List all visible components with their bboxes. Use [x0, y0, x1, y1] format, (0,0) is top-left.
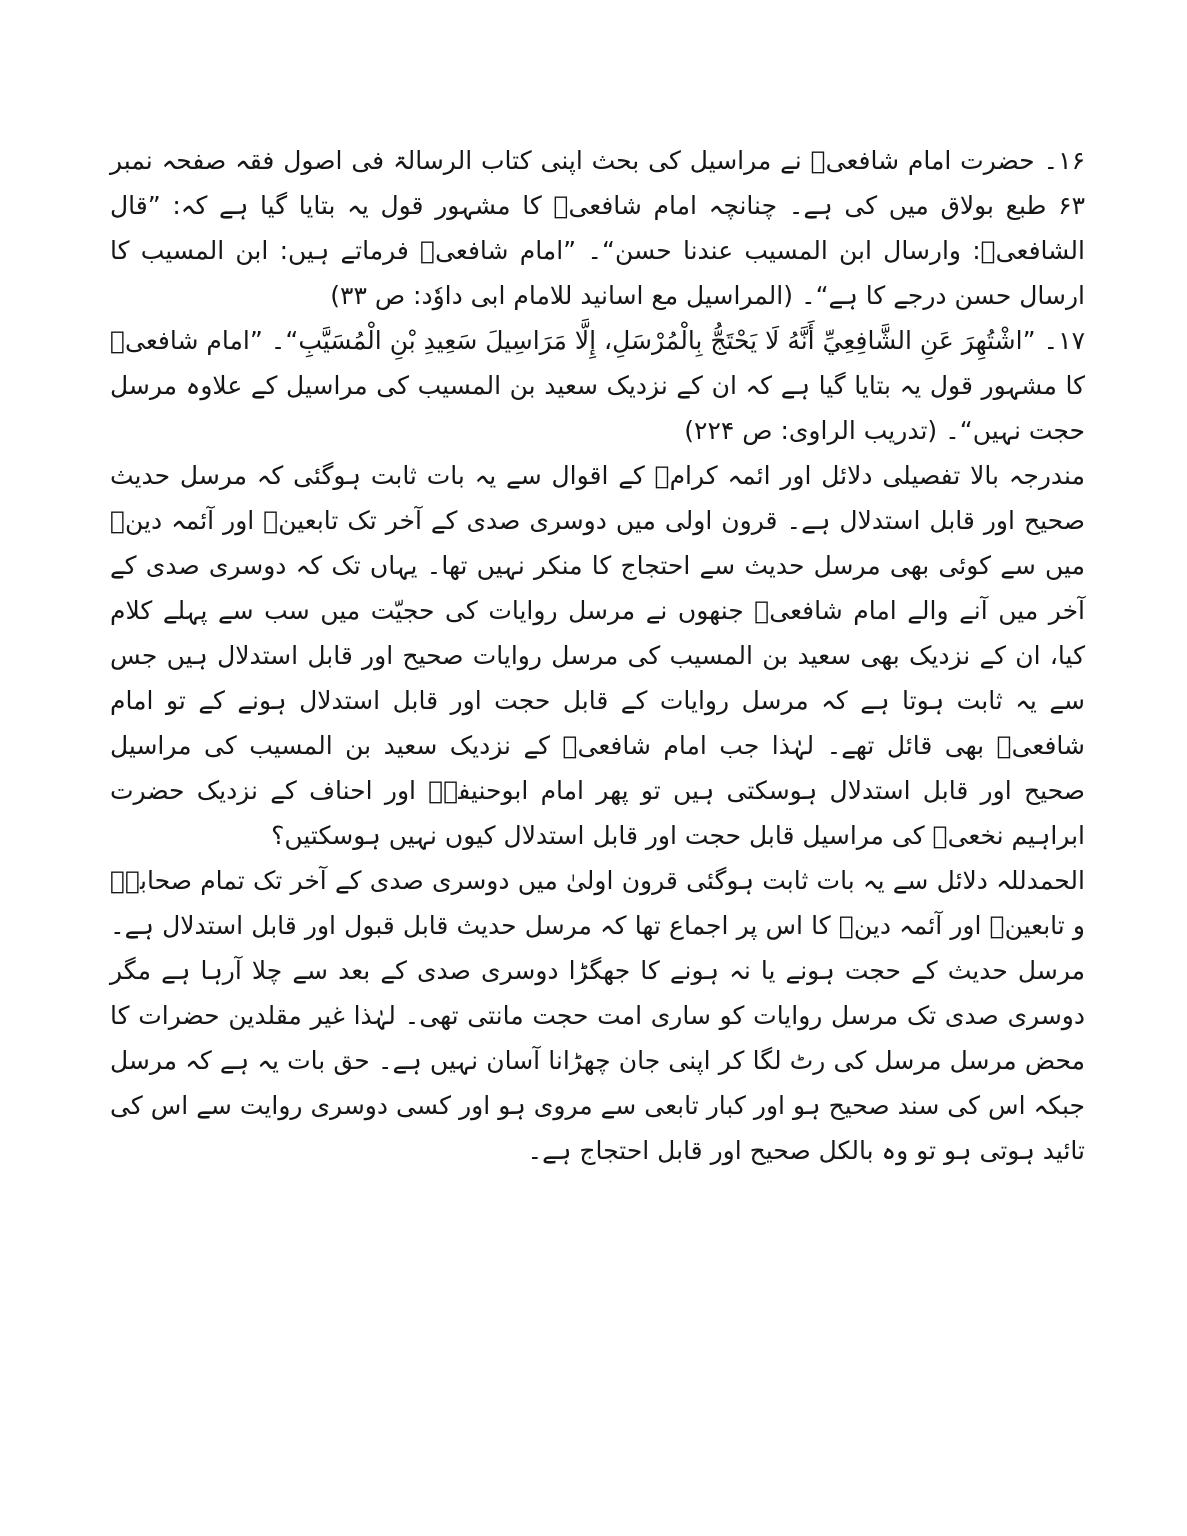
document-body: [110, 138, 1085, 1173]
paragraph-16: ۱۶۔ حضرت امام شافعیؒ نے مراسیل کی بحث اپنی کتاب الرسالۃ فی اصول فقہ صفحہ نمبر ۶۳ طبع بولاق میں کی ہے۔ چنانچہ امام شافعیؒ کا مشہور قول یہ بتایا گیا ہے کہ: ”قال الشافعیؒ: وارسال ابن المسیب عندنا حسن“۔ ”امام شافعیؒ فرماتے ہیں: ابن المسیب کا ارسال حسن درجے کا ہے“۔ (المراسیل مع اسانید للامام ابی داوٗد: ص ۳۳): [110, 146, 1085, 310]
paragraph-17: ۱۷۔ ”اشْتُهِرَ عَنِ الشَّافِعِيِّ أَنَّهُ لَا يَحْتَجُّ بِالْمُرْسَلِ، إِلَّا مَرَاسِيلَ سَعِيدِ بْنِ الْمُسَيَّبِ“۔ ”امام شافعیؒ کا مشہور قول یہ بتایا گیا ہے کہ ان کے نزدیک سعید بن المسیب کی مراسیل کے علاوہ مرسل حجت نہیں“۔ (تدریب الراوی: ص ۲۲۴): [110, 326, 1085, 445]
paragraph-conclusion: مندرجہ بالا تفصیلی دلائل اور ائمہ کرامؒ کے اقوال سے یہ بات ثابت ہوگئی کہ مرسل حدیث صحیح اور قابل استدلال ہے۔ قرون اولی میں دوسری صدی کے آخر تک تابعینؒ اور آئمہ دینؒ میں سے کوئی بھی مرسل حدیث سے احتجاج کا منکر نہیں تھا۔ یہاں تک کہ دوسری صدی کے آخر میں آنے والے امام شافعیؒ جنھوں نے مرسل روایات کی حجیّت میں سب سے پہلے کلام کیا، ان کے نزدیک بھی سعید بن المسیب کی مرسل روایات صحیح اور قابل استدلال ہیں جس سے یہ ثابت ہوتا ہے کہ مرسل روایات کے قابل حجت اور قابل استدلال ہونے کے تو امام شافعیؒ بھی قائل تھے۔ لہٰذا جب امام شافعیؒ کے نزدیک سعید بن المسیب کی مراسیل صحیح اور قابل استدلال ہوسکتی ہیں تو پھر امام ابوحنیفہؒ اور احناف کے نزدیک حضرت ابراہیم نخعیؒ کی مراسیل قابل حجت اور قابل استدلال کیوں نہیں ہوسکتیں؟: [110, 461, 1085, 850]
paragraph-final: الحمدللہ دلائل سے یہ بات ثابت ہوگئی قرون اولیٰ میں دوسری صدی کے آخر تک تمام صحابہؓ و تابعینؒ اور آئمہ دینؒ کا اس پر اجماع تھا کہ مرسل حدیث قابل قبول اور قابل استدلال ہے۔ مرسل حدیث کے حجت ہونے یا نہ ہونے کا جھگڑا دوسری صدی کے بعد سے چلا آرہا ہے مگر دوسری صدی تک مرسل روایات کو ساری امت حجت مانتی تھی۔ لہٰذا غیر مقلدین حضرات کا محض مرسل مرسل کی رٹ لگا کر اپنی جان چھڑانا آسان نہیں ہے۔ حق بات یہ ہے کہ مرسل جبکہ اس کی سند صحیح ہو اور کبار تابعی سے مروی ہو اور کسی دوسری روایت سے اس کی تائید ہوتی ہو تو وہ بالکل صحیح اور قابل احتجاج ہے۔: [110, 866, 1085, 1165]
